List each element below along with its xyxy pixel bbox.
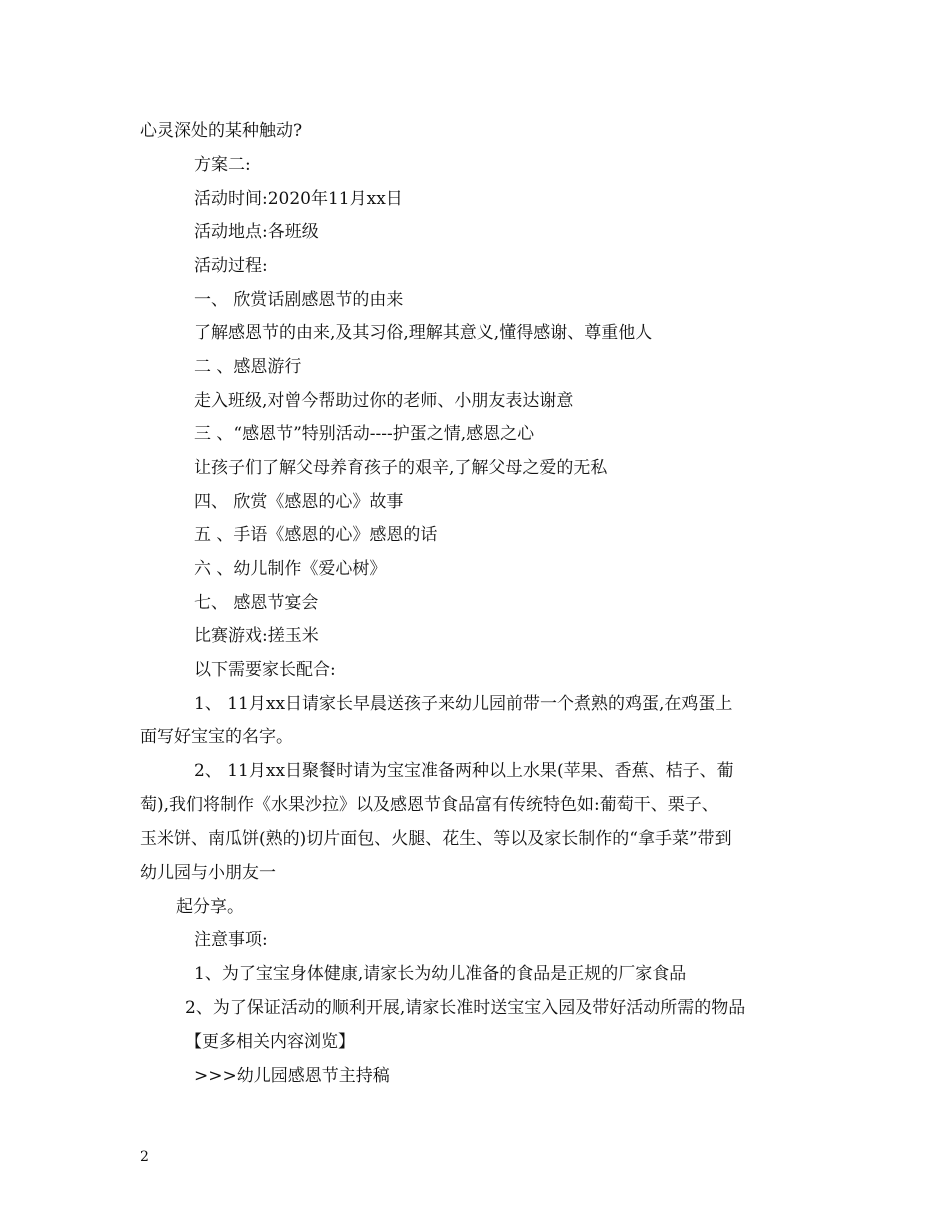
text-line: 活动地点:各班级 <box>194 222 319 242</box>
text-line: 注意事项: <box>194 930 268 950</box>
text-line: 2、 11月xx日聚餐时请为宝宝准备两种以上水果(苹果、香蕉、桔子、葡 <box>194 761 734 781</box>
text-line: 七、 感恩节宴会 <box>194 593 319 613</box>
text-line: 起分享。 <box>176 897 244 917</box>
text-line: 一、 欣赏话剧感恩节的由来 <box>194 290 404 310</box>
text-line: 了解感恩节的由来,及其习俗,理解其意义,懂得感谢、尊重他人 <box>194 323 653 343</box>
text-line: 四、 欣赏《感恩的心》故事 <box>194 492 404 512</box>
text-line: 活动过程: <box>194 256 268 276</box>
text-line: 幼儿园与小朋友一 <box>140 863 276 883</box>
text-line: 心灵深处的某种触动? <box>140 121 303 141</box>
text-line: 1、 11月xx日请家长早晨送孩子来幼儿园前带一个煮熟的鸡蛋,在鸡蛋上 <box>194 694 733 714</box>
text-line: 六 、幼儿制作《爱心树》 <box>194 559 387 579</box>
text-line: 以下需要家长配合: <box>194 660 336 680</box>
text-line: 面写好宝宝的名字。 <box>140 727 293 747</box>
text-line: 2、为了保证活动的顺利开展,请家长准时送宝宝入园及带好活动所需的物品 <box>185 998 746 1018</box>
text-line: >>>幼儿园感恩节主持稿 <box>194 1066 390 1086</box>
text-line: 活动时间:2020年11月xx日 <box>194 189 403 209</box>
text-line: 【更多相关内容浏览】 <box>185 1032 355 1052</box>
text-line: 让孩子们了解父母养育孩子的艰辛,了解父母之爱的无私 <box>194 458 608 478</box>
page-number: 2 <box>140 1149 149 1165</box>
text-line: 1、为了宝宝身体健康,请家长为幼儿准备的食品是正规的厂家食品 <box>194 964 687 984</box>
text-line: 比赛游戏:搓玉米 <box>194 626 319 646</box>
text-line: 五 、手语《感恩的心》感恩的话 <box>194 525 438 545</box>
text-line: 二 、感恩游行 <box>194 357 302 377</box>
text-line: 萄),我们将制作《水果沙拉》以及感恩节食品富有传统特色如:葡萄干、栗子、 <box>140 795 719 815</box>
text-line: 方案二: <box>194 155 251 175</box>
text-line: 三 、“感恩节”特别活动----护蛋之情,感恩之心 <box>194 424 535 444</box>
text-line: 玉米饼、南瓜饼(熟的)切片面包、火腿、花生、等以及家长制作的“拿手菜”带到 <box>140 829 732 849</box>
text-line: 走入班级,对曾今帮助过你的老师、小朋友表达谢意 <box>194 391 574 411</box>
